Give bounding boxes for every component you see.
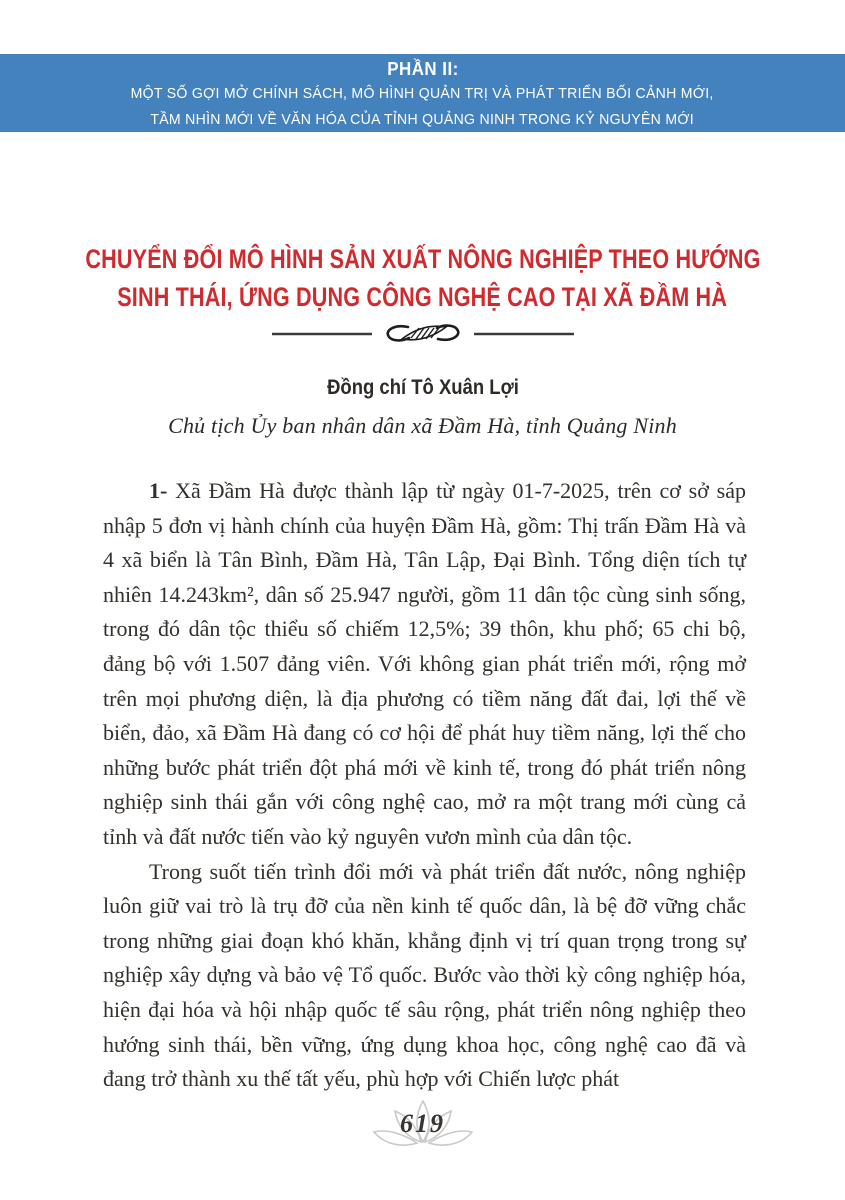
article-title [0,240,845,316]
section-banner-line-1: MỘT SỐ GỢI MỞ CHÍNH SÁCH, MÔ HÌNH QUẢN TRỊ VÀ PHÁT TRIỂN BỐI CẢNH MỚI, [130,85,714,102]
paragraph-2-text: Trong suốt tiến trình đổi mới và phát triển đất nước, nông nghiệp luôn giữ vai trò là trụ đỡ của nền kinh tế quốc dân, là bệ đỡ vững chắc trong những giai đoạn khó khăn, khẳng định vị trí quan trọng trong sự nghiệp xây dựng và bảo vệ Tổ quốc. Bước vào thời kỳ công nghiệp hóa, hiện đại hóa và hội nhập quốc tế sâu rộng, phát triển nông nghiệp theo hướng sinh thái, bền vững, ứng dụng khoa học, công nghệ cao đã và đang trở thành xu thế tất yếu, phù hợp với Chiến lược phát [103,858,746,1092]
folio [371,1099,475,1157]
section-part-label [0,54,845,81]
section-banner [0,54,845,132]
paragraph-1-lead: 1- [149,478,168,503]
page-footer [0,1099,845,1157]
article-body [103,474,746,1097]
section-banner-line-2: TẦM NHÌN MỚI VỀ VĂN HÓA CỦA TỈNH QUẢNG NINH TRONG KỶ NGUYÊN MỚI [150,111,695,128]
article-title-line-1: CHUYỂN ĐỔI MÔ HÌNH SẢN XUẤT NÔNG NGHIỆP THEO HƯỚNG [84,244,761,274]
section-part-label-text: PHẦN II: [386,59,459,79]
author-role: Chủ tịch Ủy ban nhân dân xã Đầm Hà, tỉnh Quảng Ninh [168,413,677,438]
divider-ornament-icon [268,318,578,348]
title-divider [0,318,845,348]
page-number: 619 [400,1109,445,1138]
article-title-line-2: SINH THÁI, ỨNG DỤNG CÔNG NGHỆ CAO TẠI XÃ ĐẦM HÀ [117,282,728,312]
paragraph-1-text: Xã Đầm Hà được thành lập từ ngày 01-7-2025, trên cơ sở sáp nhập 5 đơn vị hành chính của huyện Đầm Hà, gồm: Thị trấn Đầm Hà và 4 xã biển là Tân Bình, Đầm Hà, Tân Lập, Đại Bình. Tổng diện tích tự nhiên 14.243km², dân số 25.947 người, gồm 11 dân tộc cùng sinh sống, trong đó dân tộc thiểu số chiếm 12,5%; 39 thôn, khu phố; 65 chi bộ, đảng bộ với 1.507 đảng viên. Với không gian phát triển mới, rộng mở trên mọi phương diện, là địa phương có tiềm năng đất đai, lợi thế về biển, đảo, xã Đầm Hà đang có cơ hội để phát huy tiềm năng, lợi thế cho những bước phát triển đột phá mới về kinh tế, trong đó phát triển nông nghiệp sinh thái gắn với công nghệ cao, mở ra một trang mới cùng cả tỉnh và đất nước tiến vào kỷ nguyên vươn mình của dân tộc. [103,478,746,849]
author-name: Đồng chí Tô Xuân Lợi [326,376,519,399]
paragraph-1 [103,474,746,855]
paragraph-2 [103,855,746,1097]
